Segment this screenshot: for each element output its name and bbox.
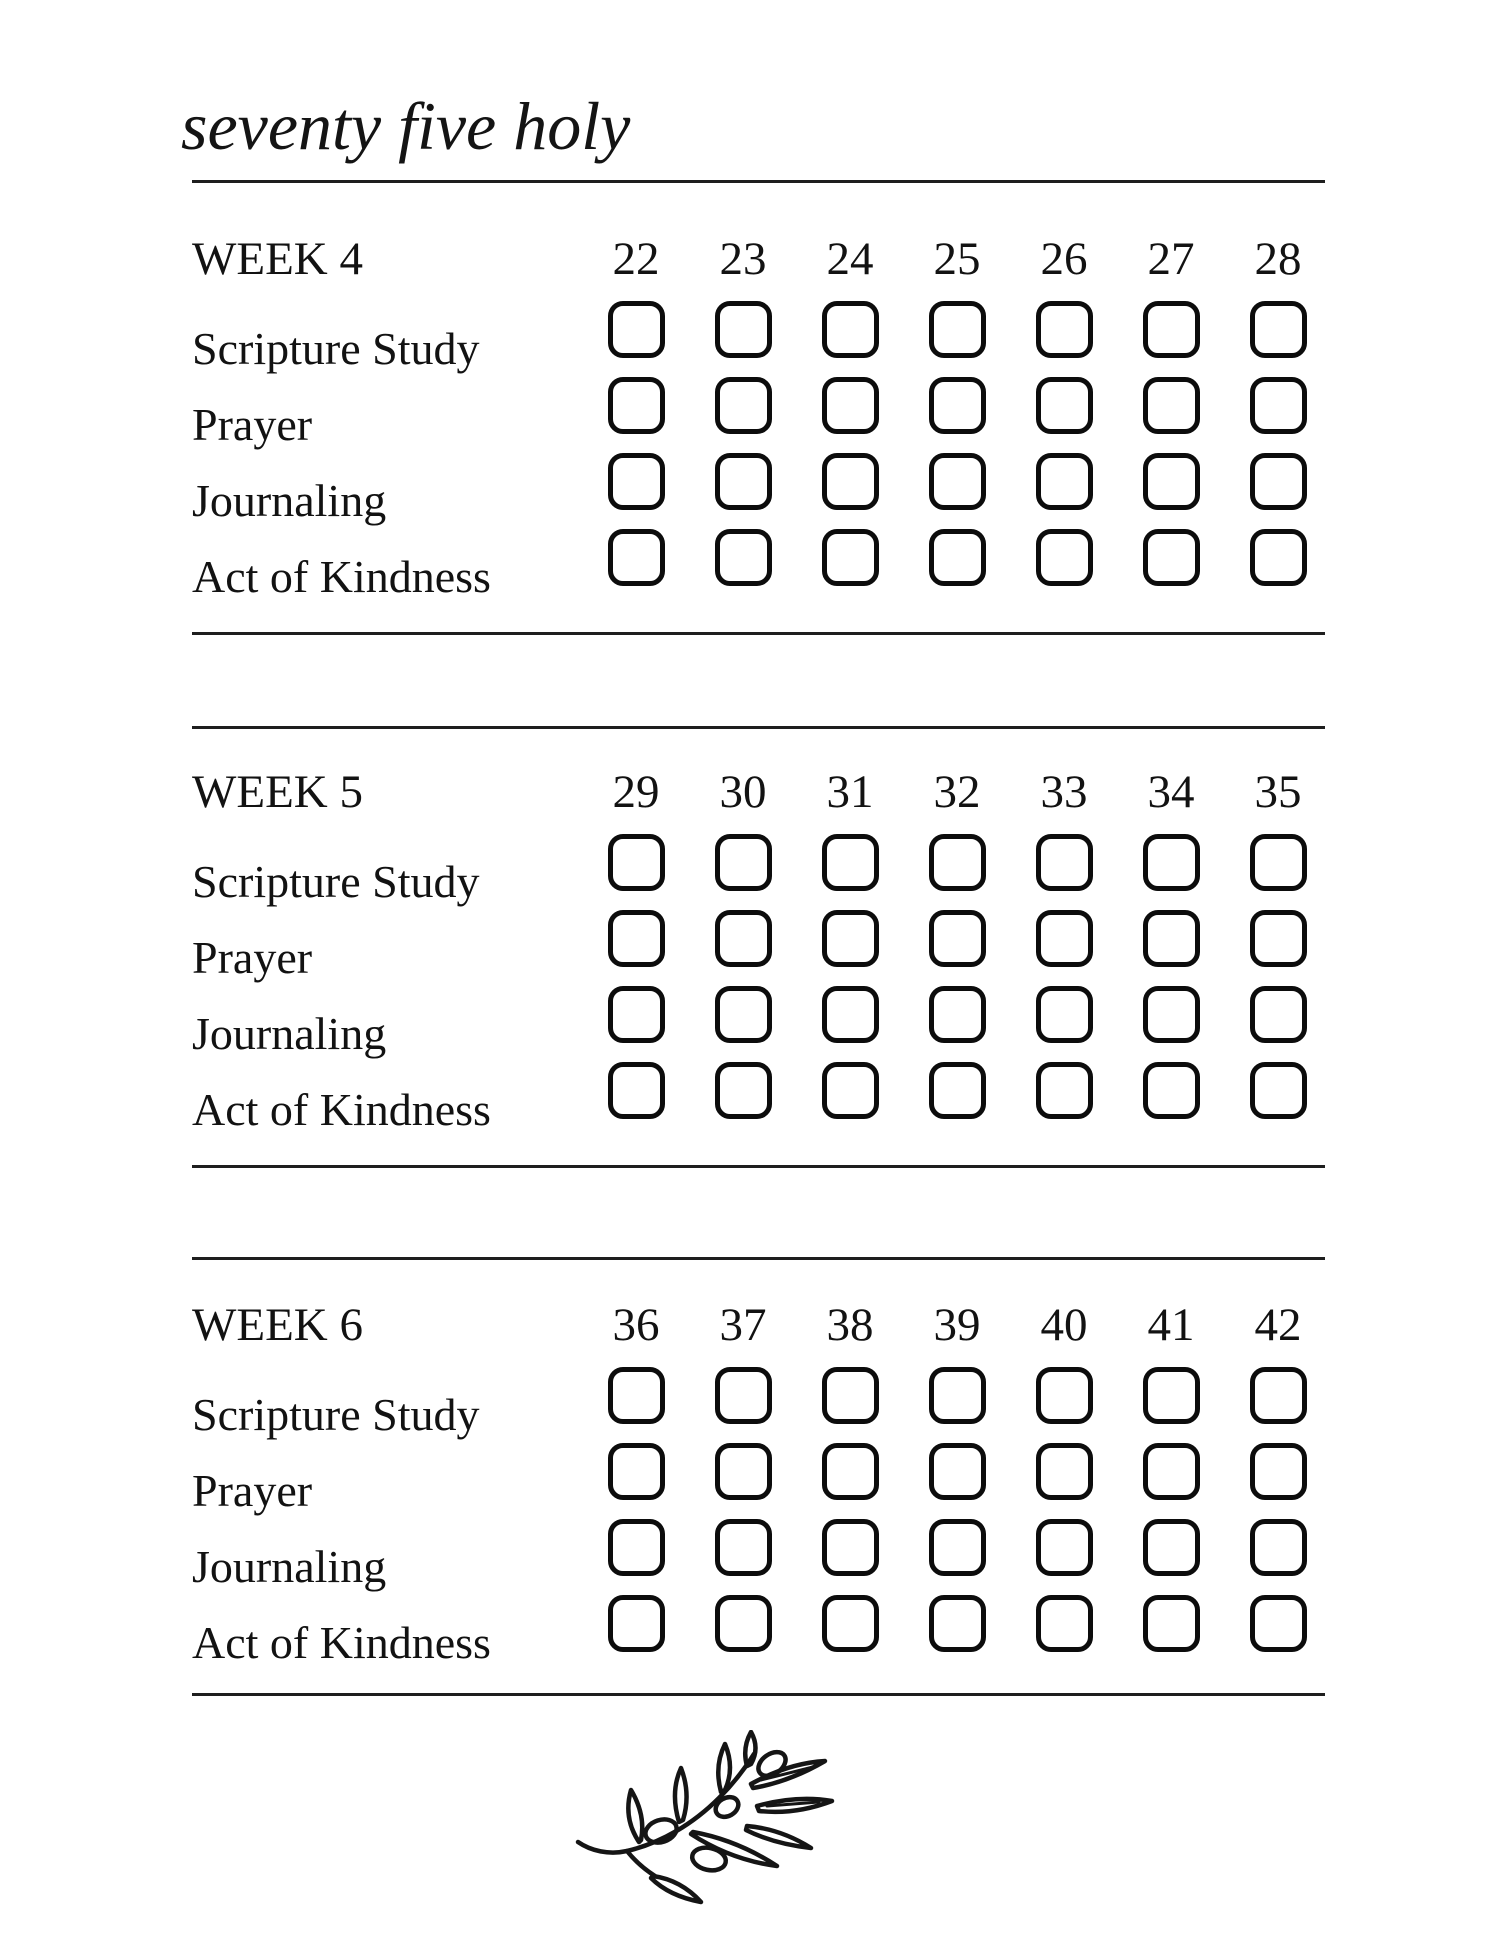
habit-checkbox[interactable] [1250, 1062, 1307, 1119]
habit-checkbox[interactable] [608, 1062, 665, 1119]
day-number: 35 [1254, 766, 1302, 818]
task-label: Journaling [192, 1008, 387, 1059]
branch-leaf [746, 1826, 811, 1848]
habit-checkbox[interactable] [608, 910, 665, 967]
task-label: Prayer [192, 1465, 313, 1516]
habit-checkbox[interactable] [1036, 1367, 1093, 1424]
day-number: 22 [612, 233, 660, 285]
habit-checkbox[interactable] [715, 301, 772, 358]
habit-checkbox[interactable] [1036, 453, 1093, 510]
habit-checkbox[interactable] [608, 834, 665, 891]
branch-leaf [718, 1744, 730, 1792]
habit-checkbox[interactable] [1143, 453, 1200, 510]
title-divider [192, 180, 1325, 183]
habit-checkbox[interactable] [715, 910, 772, 967]
habit-checkbox[interactable] [1036, 986, 1093, 1043]
habit-checkbox[interactable] [608, 1595, 665, 1652]
task-label: Journaling [192, 475, 387, 526]
habit-checkbox[interactable] [929, 910, 986, 967]
day-number: 27 [1147, 233, 1195, 285]
habit-checkbox[interactable] [1036, 1519, 1093, 1576]
habit-checkbox[interactable] [1250, 1367, 1307, 1424]
habit-checkbox[interactable] [929, 986, 986, 1043]
habit-checkbox[interactable] [1036, 910, 1093, 967]
habit-checkbox[interactable] [1250, 1443, 1307, 1500]
habit-checkbox[interactable] [929, 453, 986, 510]
habit-checkbox[interactable] [608, 1367, 665, 1424]
task-label: Act of Kindness [192, 1084, 491, 1135]
habit-checkbox[interactable] [1036, 1062, 1093, 1119]
habit-checkbox[interactable] [1250, 529, 1307, 586]
branch-leaf [745, 1732, 755, 1766]
day-number: 42 [1254, 1299, 1302, 1351]
day-number: 24 [826, 233, 874, 285]
habit-checkbox[interactable] [929, 529, 986, 586]
habit-checkbox[interactable] [929, 1595, 986, 1652]
habit-checkbox[interactable] [822, 910, 879, 967]
day-number: 39 [933, 1299, 981, 1351]
day-number: 36 [612, 1299, 660, 1351]
habit-checkbox[interactable] [929, 1062, 986, 1119]
day-number: 28 [1254, 233, 1302, 285]
habit-checkbox[interactable] [608, 986, 665, 1043]
habit-checkbox[interactable] [1143, 1595, 1200, 1652]
habit-checkbox[interactable] [1143, 529, 1200, 586]
habit-checkbox[interactable] [1036, 1443, 1093, 1500]
habit-checkbox[interactable] [1250, 453, 1307, 510]
habit-checkbox[interactable] [1143, 910, 1200, 967]
habit-checkbox[interactable] [822, 1519, 879, 1576]
task-label: Scripture Study [192, 323, 480, 374]
habit-checkbox[interactable] [715, 1367, 772, 1424]
habit-checkbox[interactable] [822, 986, 879, 1043]
habit-checkbox[interactable] [822, 1595, 879, 1652]
section-divider [192, 1257, 1325, 1260]
day-number: 25 [933, 233, 981, 285]
habit-checkbox[interactable] [929, 1519, 986, 1576]
habit-checkbox[interactable] [1250, 986, 1307, 1043]
habit-checkbox[interactable] [1250, 301, 1307, 358]
habit-checkbox[interactable] [608, 529, 665, 586]
habit-checkbox[interactable] [929, 834, 986, 891]
section-divider [192, 632, 1325, 635]
habit-checkbox[interactable] [1250, 910, 1307, 967]
habit-checkbox[interactable] [822, 453, 879, 510]
branch-leaf [628, 1790, 642, 1842]
habit-checkbox[interactable] [1143, 1519, 1200, 1576]
habit-checkbox[interactable] [1143, 1062, 1200, 1119]
week-label: WEEK 6 [192, 1299, 363, 1351]
day-number: 38 [826, 1299, 874, 1351]
habit-checkbox[interactable] [715, 453, 772, 510]
branch-olive [642, 1816, 679, 1847]
task-label: Prayer [192, 399, 313, 450]
habit-checkbox[interactable] [929, 1443, 986, 1500]
task-label: Scripture Study [192, 1389, 480, 1440]
section-divider [192, 1693, 1325, 1696]
day-number: 26 [1040, 233, 1088, 285]
task-label: Scripture Study [192, 856, 480, 907]
day-number: 29 [612, 766, 660, 818]
task-label: Act of Kindness [192, 551, 491, 602]
branch-olive [754, 1747, 790, 1781]
habit-checkbox[interactable] [715, 529, 772, 586]
habit-checkbox[interactable] [715, 1595, 772, 1652]
habit-checkbox[interactable] [715, 834, 772, 891]
branch-leaf [675, 1768, 687, 1822]
habit-checkbox[interactable] [1143, 377, 1200, 434]
habit-checkbox[interactable] [1036, 834, 1093, 891]
habit-checkbox[interactable] [929, 377, 986, 434]
habit-checkbox[interactable] [608, 453, 665, 510]
habit-checkbox[interactable] [1143, 986, 1200, 1043]
habit-checkbox[interactable] [715, 377, 772, 434]
habit-checkbox[interactable] [1250, 1595, 1307, 1652]
habit-checkbox[interactable] [1036, 301, 1093, 358]
section-divider [192, 726, 1325, 729]
day-number: 23 [719, 233, 767, 285]
habit-checkbox[interactable] [608, 1443, 665, 1500]
day-number: 34 [1147, 766, 1195, 818]
day-number: 31 [826, 766, 874, 818]
day-number: 33 [1040, 766, 1088, 818]
habit-checkbox[interactable] [822, 1367, 879, 1424]
habit-checkbox[interactable] [929, 301, 986, 358]
habit-checkbox[interactable] [1036, 529, 1093, 586]
week-label: WEEK 5 [192, 766, 363, 818]
habit-checkbox[interactable] [822, 1443, 879, 1500]
habit-checkbox[interactable] [715, 1062, 772, 1119]
day-number: 37 [719, 1299, 767, 1351]
day-number: 32 [933, 766, 981, 818]
habit-checkbox[interactable] [1250, 377, 1307, 434]
task-label: Prayer [192, 932, 313, 983]
section-divider [192, 1165, 1325, 1168]
habit-checkbox[interactable] [822, 301, 879, 358]
habit-checkbox[interactable] [608, 301, 665, 358]
branch-stem [578, 1754, 754, 1853]
habit-checkbox[interactable] [1250, 1519, 1307, 1576]
habit-checkbox[interactable] [715, 1519, 772, 1576]
habit-checkbox[interactable] [1143, 301, 1200, 358]
habit-checkbox[interactable] [608, 1519, 665, 1576]
day-number: 40 [1040, 1299, 1088, 1351]
habit-checkbox[interactable] [1036, 377, 1093, 434]
habit-checkbox[interactable] [1143, 1367, 1200, 1424]
day-number: 41 [1147, 1299, 1195, 1351]
branch-twig [627, 1851, 655, 1876]
habit-checkbox[interactable] [715, 986, 772, 1043]
olive-branch-illustration [575, 1730, 865, 1915]
branch-leaf [651, 1876, 701, 1902]
habit-checkbox[interactable] [715, 1443, 772, 1500]
habit-checkbox[interactable] [822, 1062, 879, 1119]
day-number: 30 [719, 766, 767, 818]
habit-checkbox[interactable] [1036, 1595, 1093, 1652]
habit-checkbox[interactable] [608, 377, 665, 434]
habit-checkbox[interactable] [822, 834, 879, 891]
task-label: Act of Kindness [192, 1617, 491, 1668]
habit-checkbox[interactable] [1143, 1443, 1200, 1500]
page-title: seventy five holy [181, 88, 631, 164]
habit-checkbox[interactable] [1143, 834, 1200, 891]
habit-checkbox[interactable] [822, 529, 879, 586]
week-label: WEEK 4 [192, 233, 363, 285]
habit-checkbox[interactable] [929, 1367, 986, 1424]
habit-checkbox[interactable] [822, 377, 879, 434]
task-label: Journaling [192, 1541, 387, 1592]
habit-checkbox[interactable] [1250, 834, 1307, 891]
